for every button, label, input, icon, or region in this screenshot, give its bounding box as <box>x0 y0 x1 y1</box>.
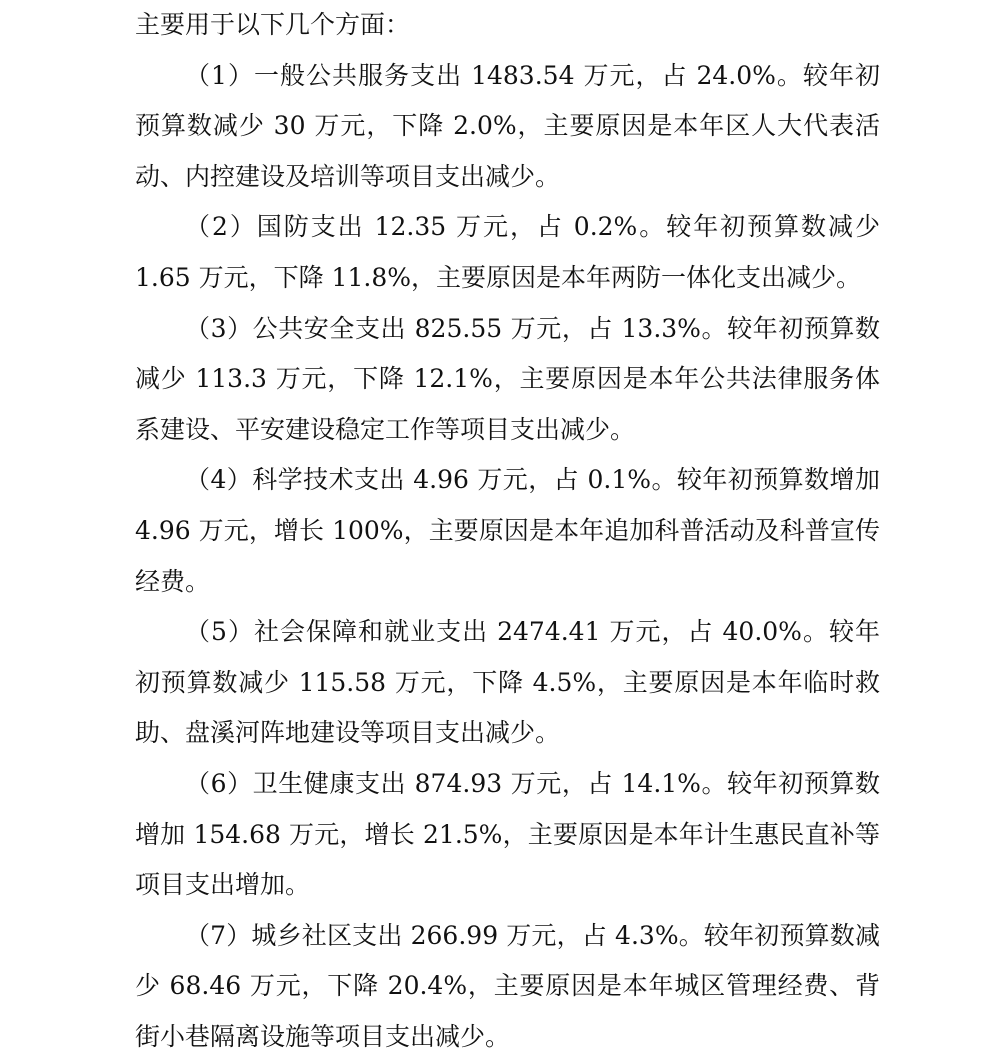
intro-paragraph: 主要用于以下几个方面： <box>135 10 411 39</box>
item-science-technology: （4）科学技术支出 4.96 万元，占 0.1%。较年初预算数增加 4.96 万元，增长 100%，主要原因是本年追加科普活动及科普宣传经费。 <box>135 465 880 596</box>
item-general-public-services: （1）一般公共服务支出 1483.54 万元，占 24.0%。较年初预算数减少 30 万元，下降 2.0%，主要原因是本年区人大代表活动、内控建设及培训等项目支出减少。 <box>135 60 880 191</box>
item-social-security-employment: （5）社会保障和就业支出 2474.41 万元，占 40.0%。较年初预算数减少 115.58 万元，下降 4.5%，主要原因是本年临时救助、盘溪河阵地建设等项目支出减少。 <box>135 617 880 748</box>
item-public-security: （3）公共安全支出 825.55 万元，占 13.3%。较年初预算数减少 113.3 万元，下降 12.1%，主要原因是本年公共法律服务体系建设、平安建设稳定工作等项目支出减少。 <box>135 313 880 444</box>
document-body <box>135 0 880 1062</box>
item-health: （6）卫生健康支出 874.93 万元，占 14.1%。较年初预算数增加 154.68 万元，增长 21.5%，主要原因是本年计生惠民直补等项目支出增加。 <box>135 768 880 900</box>
item-national-defense: （2）国防支出 12.35 万元，占 0.2%。较年初预算数减少 1.65 万元，下降 11.8%，主要原因是本年两防一体化支出减少。 <box>135 212 880 292</box>
item-urban-rural-community: （7）城乡社区支出 266.99 万元，占 4.3%。较年初预算数减少 68.46 万元，下降 20.4%，主要原因是本年城区管理经费、背街小巷隔离设施等项目支出减少。 <box>135 920 880 1051</box>
